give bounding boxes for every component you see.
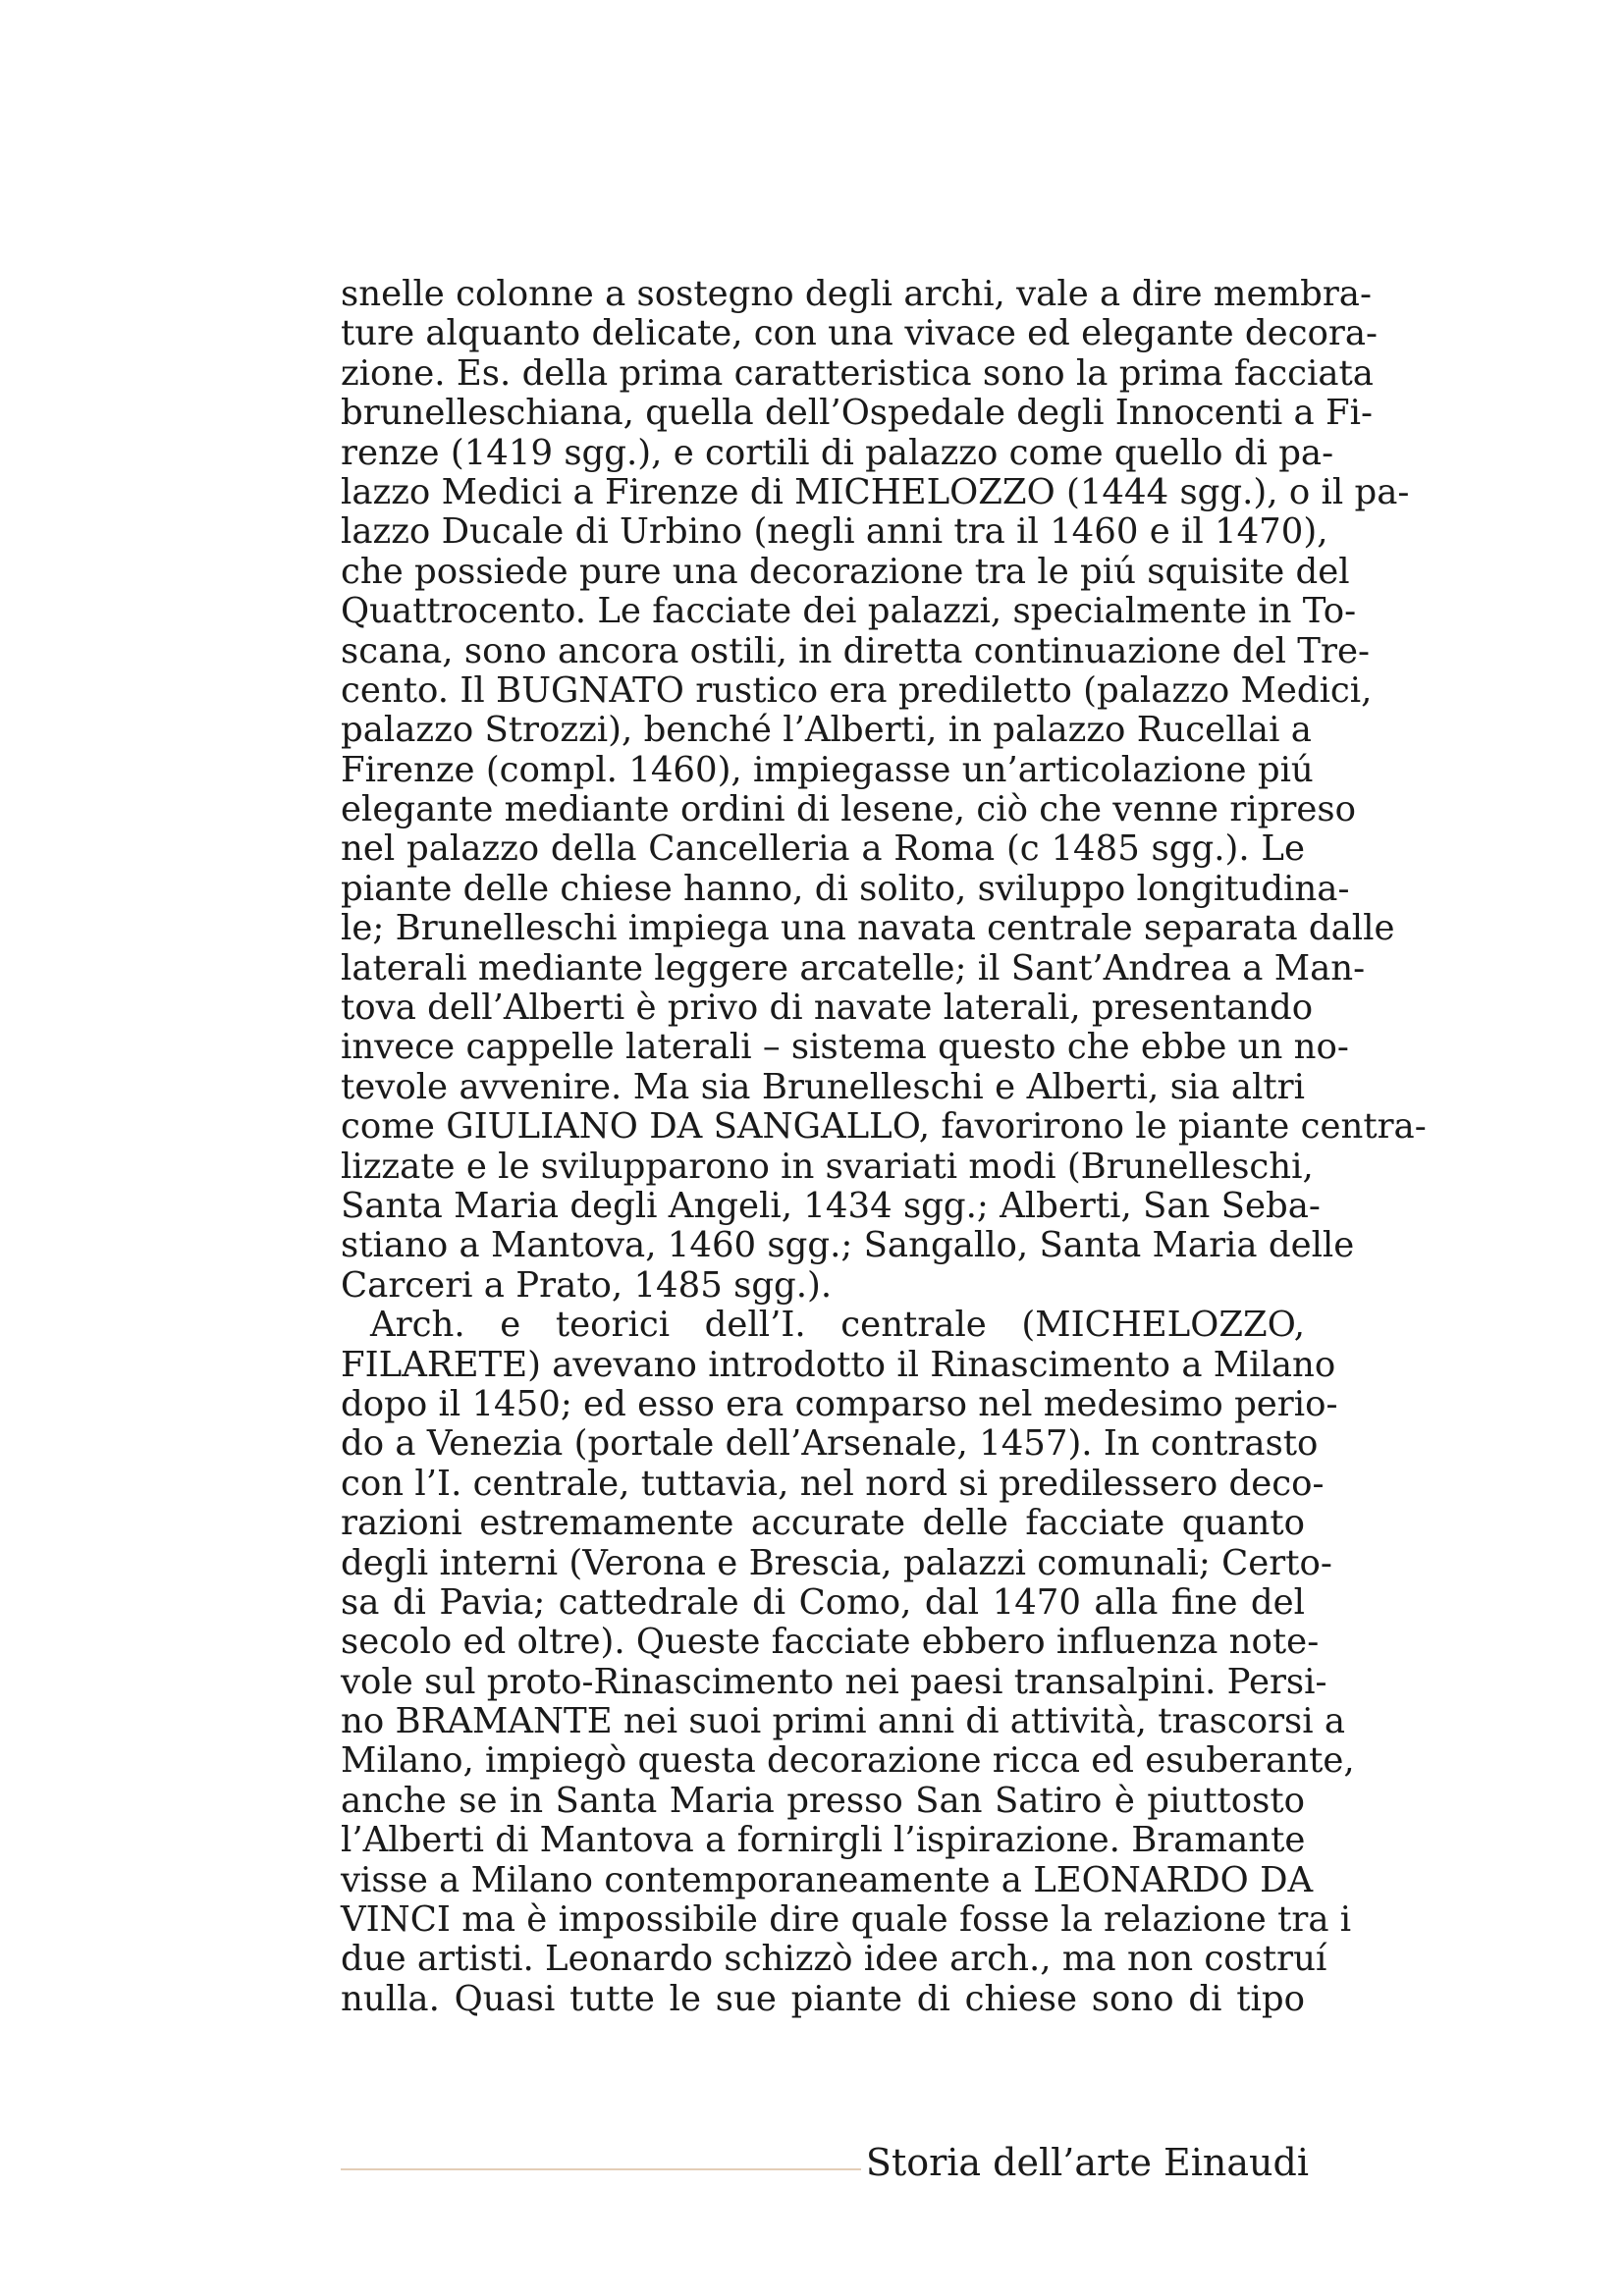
text-line: do a Venezia (portale dell’Arsenale, 1457). In contrasto [341, 1423, 1319, 1465]
text-line: nel palazzo della Cancelleria a Roma (c 1485 sgg.). Le [341, 828, 1305, 870]
text-line: zione. Es. della prima caratteristica sono la prima facciata [341, 352, 1374, 394]
text-line: l’Alberti di Mantova a fornirgli l’ispirazione. Bramante [341, 1820, 1306, 1861]
text-line: che possiede pure una decorazione tra le piú squisite del [341, 551, 1350, 592]
text-line: palazzo Strozzi), benché l’Alberti, in palazzo Rucellai a [341, 710, 1312, 751]
text-line: scana, sono ancora ostili, in diretta continuazione del Tre- [341, 630, 1370, 671]
text-line: Quattrocento. Le facciate dei palazzi, specialmente in To- [341, 591, 1357, 632]
body-text [341, 274, 1427, 2019]
text-line: tevole avvenire. Ma sia Brunelleschi e Alberti, sia altri [341, 1066, 1305, 1107]
footer-divider [341, 2168, 861, 2170]
text-line: sa di Pavia; cattedrale di Como, dal 1470 alla fine del [341, 1581, 1305, 1623]
text-line: le; Brunelleschi impiega una navata centrale separata dalle [341, 908, 1395, 949]
text-line: elegante mediante ordini di lesene, ciò che venne ripreso [341, 789, 1356, 830]
text-line: visse a Milano contemporaneamente a LEONARDO DA [341, 1859, 1314, 1900]
text-line: ture alquanto delicate, con una vivace ed elegante decora- [341, 313, 1378, 354]
text-line: VINCI ma è impossibile dire quale fosse la relazione tra i [341, 1899, 1352, 1941]
text-line: vole sul proto-Rinascimento nei paesi transalpini. Persi- [341, 1661, 1327, 1702]
text-line: lazzo Ducale di Urbino (negli anni tra il 1460 e il 1470), [341, 511, 1328, 553]
text-line: stiano a Mantova, 1460 sgg.; Sangallo, Santa Maria delle [341, 1225, 1355, 1266]
text-line: secolo ed oltre). Queste facciate ebbero influenza note- [341, 1622, 1320, 1663]
text-line: razioni estremamente accurate delle facciate quanto [341, 1503, 1305, 1544]
text-line: due artisti. Leonardo schizzò idee arch., ma non costruí [341, 1939, 1327, 1980]
text-line: con l’I. centrale, tuttavia, nel nord si predilessero deco- [341, 1463, 1325, 1504]
text-line: Milano, impiegò questa decorazione ricca ed esuberante, [341, 1740, 1355, 1782]
text-line: dopo il 1450; ed esso era comparso nel medesimo perio- [341, 1383, 1338, 1424]
text-line: anche se in Santa Maria presso San Satiro è piuttosto [341, 1780, 1305, 1821]
text-line: Santa Maria degli Angeli, 1434 sgg.; Alberti, San Seba- [341, 1185, 1321, 1226]
text-line: brunelleschiana, quella dell’Ospedale degli Innocenti a Fi- [341, 393, 1373, 434]
text-line: nulla. Quasi tutte le sue piante di chiese sono di tipo [341, 1978, 1305, 2019]
text-line: cento. Il BUGNATO rustico era prediletto (palazzo Medici, [341, 669, 1373, 711]
text-line: tova dell’Alberti è privo di navate laterali, presentando [341, 988, 1314, 1029]
text-line: Carceri a Prato, 1485 sgg.). [341, 1264, 833, 1306]
text-line: come GIULIANO DA SANGALLO, favorirono le piante centra- [341, 1106, 1427, 1148]
text-line: FILARETE) avevano introdotto il Rinascimento a Milano [341, 1344, 1336, 1385]
text-line: lazzo Medici a Firenze di MICHELOZZO (1444 sgg.), o il pa- [341, 471, 1410, 512]
footer-publication-title: Storia dell’arte Einaudi [865, 2141, 1309, 2184]
text-line: Arch. e teorici dell’I. centrale (MICHELOZZO, [370, 1305, 1305, 1346]
text-line: no BRAMANTE nei suoi primi anni di attività, trascorsi a [341, 1701, 1346, 1742]
text-line: piante delle chiese hanno, di solito, sviluppo longitudina- [341, 868, 1350, 909]
text-line: invece cappelle laterali – sistema questo che ebbe un no- [341, 1027, 1349, 1068]
text-line: laterali mediante leggere arcatelle; il Sant’Andrea a Man- [341, 947, 1366, 988]
text-line: Firenze (compl. 1460), impiegasse un’articolazione piú [341, 749, 1314, 790]
text-line: renze (1419 sgg.), e cortili di palazzo come quello di pa- [341, 432, 1334, 473]
text-line: snelle colonne a sostegno degli archi, vale a dire membra- [341, 274, 1372, 314]
text-line: lizzate e le svilupparono in svariati modi (Brunelleschi, [341, 1146, 1314, 1187]
text-line: degli interni (Verona e Brescia, palazzi comunali; Certo- [341, 1542, 1332, 1583]
